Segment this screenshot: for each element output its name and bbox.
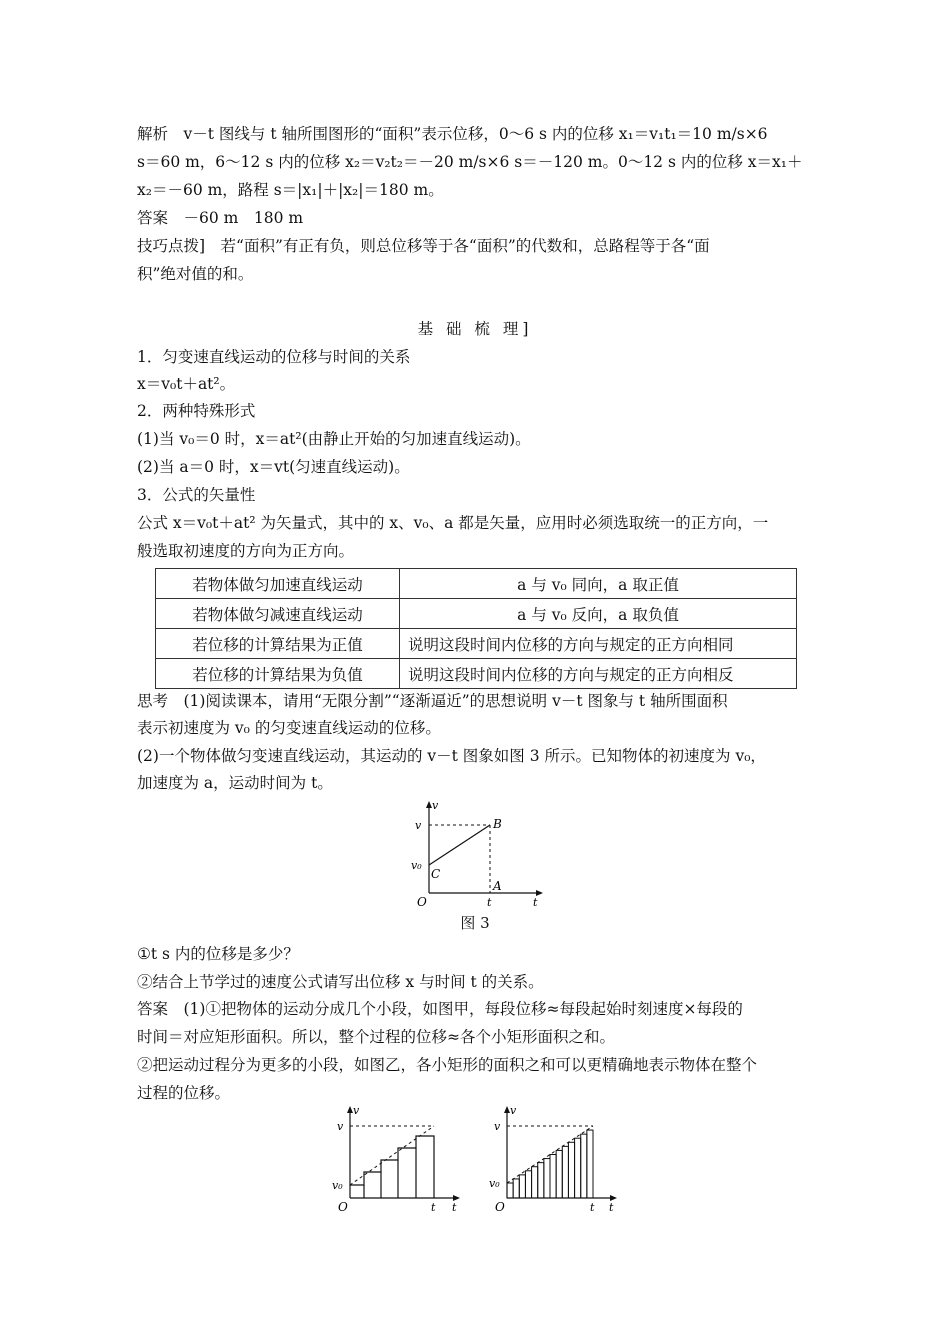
point-b-label: B (493, 817, 502, 831)
step-rectangle (525, 1171, 531, 1198)
figure-3-caption: 图 3 (460, 914, 490, 932)
point-3-line-2: 般选取初速度的方向为正方向。 (137, 542, 355, 560)
think-line-3: (2)一个物体做匀变速直线运动，其运动的 v－t 图象如图 3 所示。已知物体的初速度为 v₀， (137, 747, 766, 765)
v-axis-label: v (432, 799, 439, 812)
t-tick-label: t (431, 1201, 436, 1213)
table-cell: 若物体做匀减速直线运动 (156, 599, 400, 629)
step-rectangle (519, 1175, 525, 1198)
think-line-4: 加速度为 a，运动时间为 t。 (137, 774, 333, 792)
table-cell: 说明这段时间内位移的方向与规定的正方向相反 (400, 659, 797, 689)
v-axis-label: v (353, 1104, 360, 1117)
table-row (156, 629, 797, 659)
v0-label: v₀ (411, 859, 422, 872)
table-cell: a 与 v₀ 同向，a 取正值 (400, 569, 797, 599)
figure-3-vt-graph (405, 798, 555, 910)
t-axis-label: t (609, 1201, 614, 1213)
analysis-line-3: x₂＝－60 m，路程 s＝|x₁|＋|x₂|＝180 m。 (137, 181, 444, 199)
answer-2-line-2: 时间＝对应矩形面积。所以，整个过程的位移≈各个小矩形面积之和。 (137, 1028, 615, 1046)
answer-1: 答案 －60 m 180 m (137, 209, 304, 227)
step-rectangle (513, 1179, 519, 1198)
point-2: 2．两种特殊形式 (137, 402, 256, 420)
point-2-1: (1)当 v₀＝0 时，x＝at²(由静止开始的匀加速直线运动)。 (137, 430, 531, 448)
question-2: ②结合上节学过的速度公式请写出位移 x 与时间 t 的关系。 (137, 973, 544, 991)
origin-label: O (338, 1200, 348, 1213)
point-1: 1．匀变速直线运动的位移与时间的关系 (137, 348, 411, 366)
v0-label: v₀ (332, 1179, 343, 1192)
point-3: 3．公式的矢量性 (137, 486, 256, 504)
section-title: 基 础 梳 理] (417, 320, 533, 338)
point-1-formula: x＝v₀t＋at²。 (137, 375, 236, 393)
table-cell: 若位移的计算结果为正值 (156, 629, 400, 659)
origin-label: O (495, 1200, 505, 1213)
think-line-2: 表示初速度为 v₀ 的匀变速直线运动的位移。 (137, 719, 441, 737)
answer-2-line-3: ②把运动过程分为更多的小段，如图乙，各小矩形的面积之和可以更精确地表示物体在整个 (137, 1056, 758, 1074)
fine-step-rectangles (507, 1130, 593, 1198)
v-axis-label: v (510, 1104, 517, 1117)
analysis-line-2: s＝60 m，6～12 s 内的位移 x₂＝v₂t₂＝－20 m/s×6 s＝－120 m。0～12 s 内的位移 x＝x₁＋ (137, 153, 803, 171)
t-tick-label: t (487, 896, 492, 909)
step-rectangle (581, 1134, 587, 1198)
velocity-dash-line (350, 1126, 434, 1185)
t-axis-label: t (452, 1201, 457, 1213)
vector-sign-table (155, 568, 797, 689)
table-cell: 说明这段时间内位移的方向与规定的正方向相同 (400, 629, 797, 659)
velocity-line (429, 825, 490, 865)
step-rectangle (556, 1150, 562, 1198)
v0-label: v₀ (489, 1177, 500, 1190)
v-label: v (337, 1120, 344, 1133)
step-rectangle (550, 1155, 556, 1199)
v-label: v (415, 819, 422, 832)
answer-2-line-1: 答案 (1)①把物体的运动分成几个小段，如图甲，每段位移≈每段起始时刻速度×每段的 (137, 1000, 743, 1018)
t-tick-label: t (590, 1201, 595, 1213)
table-cell: 若物体做匀加速直线运动 (156, 569, 400, 599)
step-rectangle (587, 1130, 593, 1198)
step-rectangle (507, 1183, 513, 1198)
point-3-line-1: 公式 x＝v₀t＋at² 为矢量式，其中的 x、v₀、a 都是矢量，应用时必须选取统一的正方向，一 (137, 514, 769, 532)
table-cell: 若位移的计算结果为负值 (156, 659, 400, 689)
analysis-line-1: 解析 v－t 图线与 t 轴所围图形的“面积”表示位移，0～6 s 内的位移 x₁＝v₁t₁＝10 m/s×6 (137, 125, 768, 143)
v-label: v (494, 1120, 501, 1133)
answer-2-line-4: 过程的位移。 (137, 1084, 231, 1102)
figure-jia-rectangles (328, 1103, 468, 1213)
question-1: ①t s 内的位移是多少？ (137, 945, 299, 963)
tip-line-2: 积”绝对值的和。 (137, 265, 254, 283)
table-row (156, 599, 797, 629)
step-rectangle (568, 1142, 574, 1198)
step-outline (350, 1136, 434, 1198)
figure-yi-rectangles (485, 1103, 625, 1213)
step-rectangle (538, 1163, 544, 1198)
table-cell: a 与 v₀ 反向，a 取负值 (400, 599, 797, 629)
step-rectangle (544, 1159, 550, 1198)
table-row (156, 569, 797, 599)
step-rectangle (562, 1146, 568, 1198)
point-a-label: A (493, 879, 502, 893)
point-c-label: C (431, 867, 441, 881)
tip-line-1: 技巧点拨] 若“面积”有正有负，则总位移等于各“面积”的代数和，总路程等于各“面 (137, 237, 710, 255)
origin-label: O (417, 895, 427, 909)
t-axis-label: t (533, 896, 538, 909)
step-rectangle (575, 1138, 581, 1198)
table-row (156, 659, 797, 689)
step-rectangle (532, 1167, 538, 1198)
think-line-1: 思考 (1)阅读课本，请用“无限分割”“逐渐逼近”的思想说明 v－t 图象与 t 轴所围面积 (137, 692, 728, 710)
point-2-2: (2)当 a＝0 时，x＝vt(匀速直线运动)。 (137, 458, 410, 476)
